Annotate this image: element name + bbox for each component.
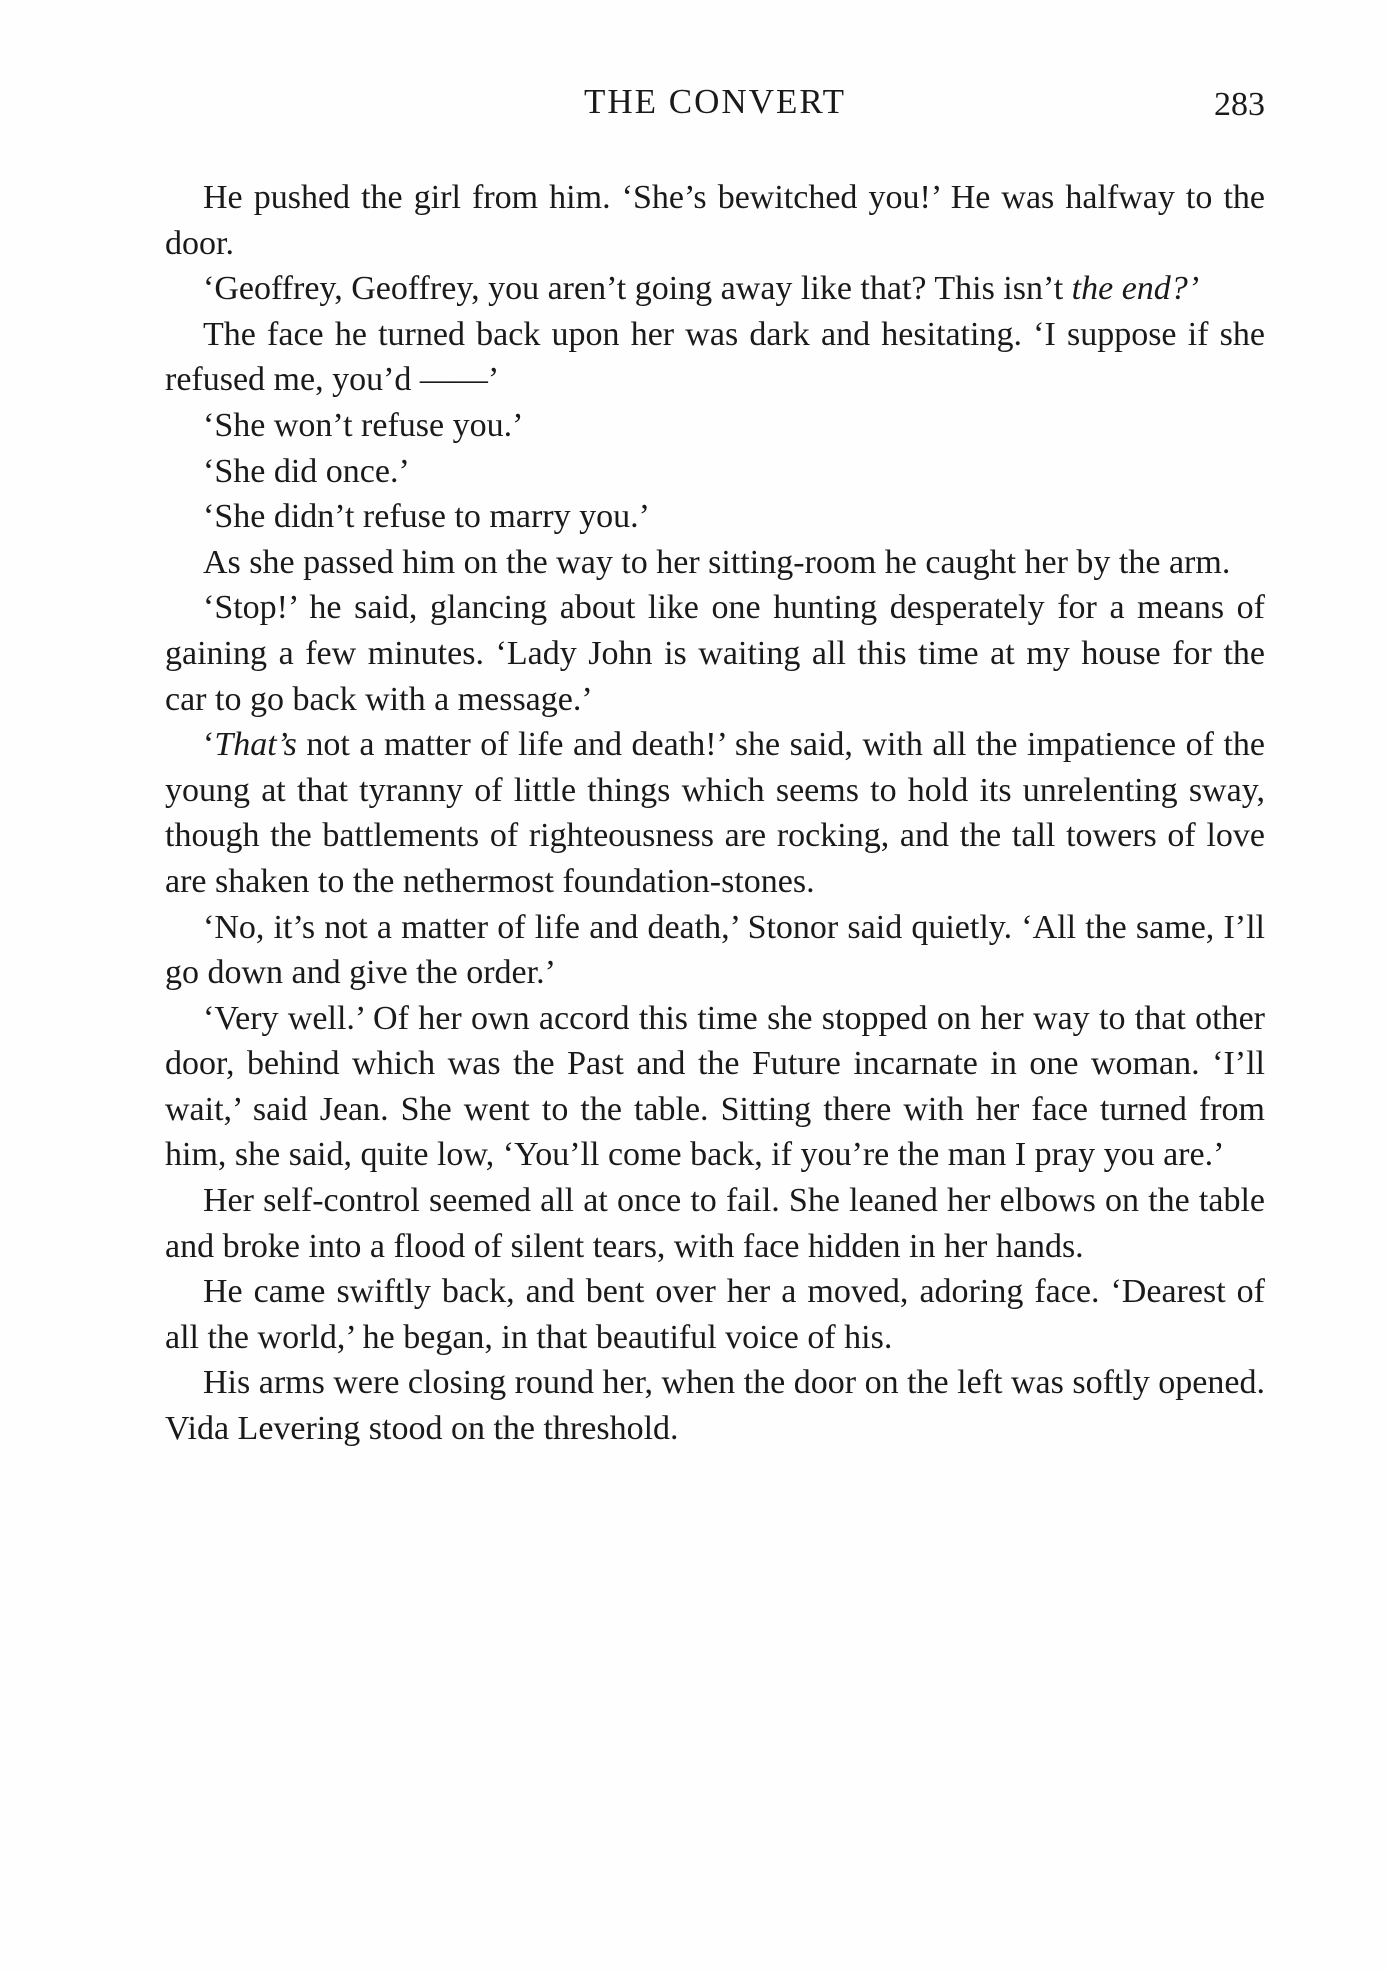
paragraph-text: ‘She won’t refuse you.’ xyxy=(203,406,524,444)
paragraph-text: not a matter of life and death!’ she said, with all the impatience of the young at that tyranny of little things which seems to hold its unrelenting sway, though the battlements of righteousness are rocking, and the tall towers of love are shaken to the nethermost foundation-stones. xyxy=(165,726,1265,900)
body-text xyxy=(165,175,1265,1452)
paragraph-text: ‘Geoffrey, Geoffrey, you aren’t going away like that? This isn’t xyxy=(203,270,1072,308)
paragraph xyxy=(165,403,1265,449)
paragraph-text: ‘She didn’t refuse to marry you.’ xyxy=(203,498,650,536)
paragraph-text: ‘No, it’s not a matter of life and death,’ Stonor said quietly. ‘All the same, I’ll go down and give the order.’ xyxy=(165,908,1265,992)
italic-text: the end?’ xyxy=(1071,270,1200,308)
italic-text: That’s xyxy=(214,726,297,764)
paragraph xyxy=(165,1178,1265,1269)
paragraph-text: ‘Stop!’ he said, glancing about like one hunting desperately for a means of gaining a few minutes. ‘Lady John is waiting all this time at my house for the car to go back with a message.’ xyxy=(165,589,1265,718)
paragraph xyxy=(165,585,1265,722)
paragraph-text: Her self-control seemed all at once to fail. She leaned her elbows on the table and broke into a flood of silent tears, with face hidden in her hands. xyxy=(165,1182,1265,1265)
paragraph xyxy=(165,722,1265,904)
paragraph-text: His arms were closing round her, when the door on the left was softly opened. Vida Levering stood on the threshold. xyxy=(165,1364,1265,1448)
paragraph-text: The face he turned back upon her was dark and hesitating. ‘I suppose if she refused me, you’d ——’ xyxy=(165,315,1265,399)
paragraph-text: ‘She did once.’ xyxy=(203,452,410,490)
paragraph xyxy=(165,996,1265,1178)
paragraph xyxy=(165,449,1265,495)
paragraph xyxy=(165,1360,1265,1451)
running-head xyxy=(165,82,1265,132)
paragraph xyxy=(165,312,1265,403)
paragraph xyxy=(165,175,1265,266)
paragraph xyxy=(165,540,1265,586)
paragraph-text: He came swiftly back, and bent over her a moved, adoring face. ‘Dearest of all the world,’ he began, in that beautiful voice of his. xyxy=(165,1273,1265,1356)
paragraph xyxy=(165,494,1265,540)
paragraph xyxy=(165,905,1265,996)
page-number: 283 xyxy=(1214,86,1265,123)
paragraph xyxy=(165,1269,1265,1360)
paragraph-text: ‘Very well.’ Of her own accord this time she stopped on her way to that other door, behind which was the Past and the Future incarnate in one woman. ‘I’ll wait,’ said Jean. She went to the table. Sitting there with her face turned from him, she said, quite low, ‘You’ll come back, if you’re the man I pray you are.’ xyxy=(165,999,1265,1174)
running-title: THE CONVERT xyxy=(584,82,846,121)
paragraph-text: ‘ xyxy=(203,726,215,764)
paragraph-text: He pushed the girl from him. ‘She’s bewitched you!’ He was halfway to the door. xyxy=(165,179,1265,262)
paragraph xyxy=(165,266,1265,312)
paragraph-text: As she passed him on the way to her sitting-room he caught her by the arm. xyxy=(203,543,1231,581)
